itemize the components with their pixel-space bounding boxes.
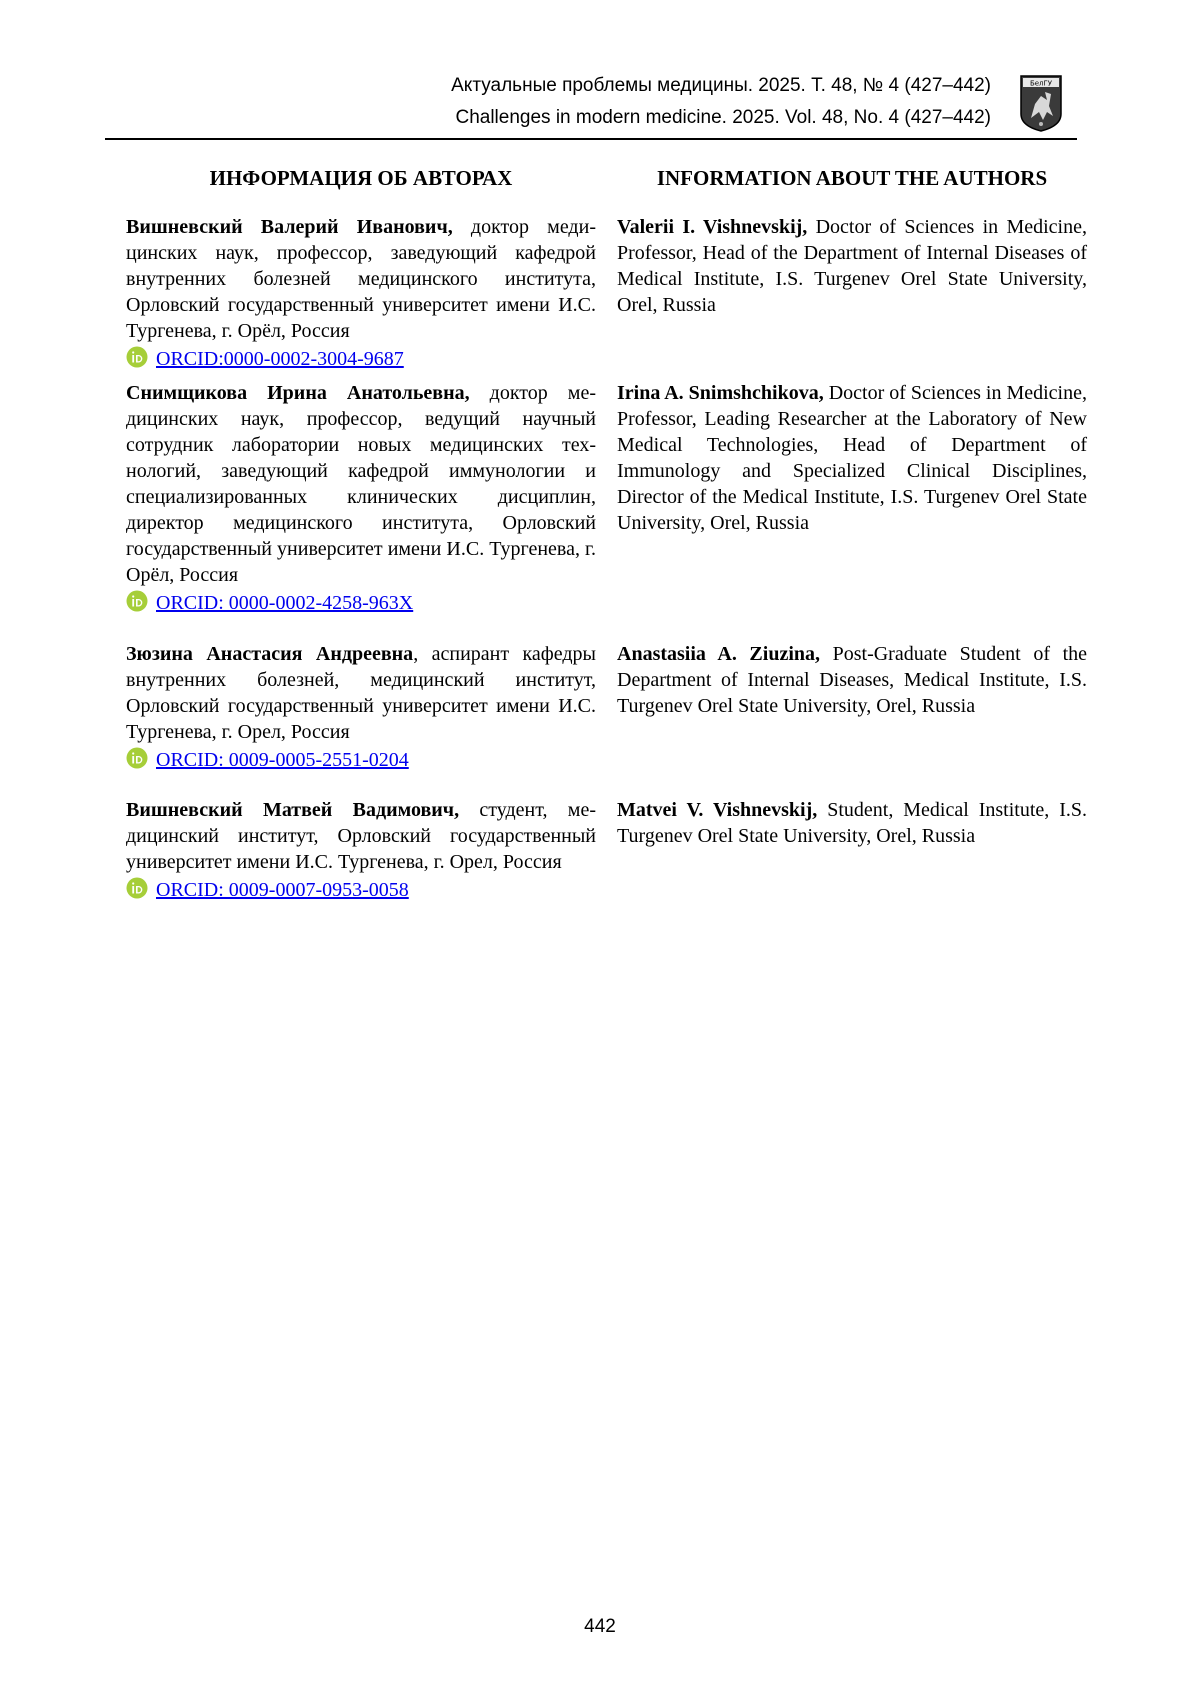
author-affiliation: , аспирант кафедры внутренних болезней, медицинский институт, Орловский государственный университет имени И.С. Тургенева, г. Орел, Россия (126, 643, 596, 743)
author-entry-en (617, 641, 1087, 719)
journal-citation-en: Challenges in modern medicine. 2025. Vol. 48, No. 4 (427–442) (455, 107, 991, 128)
author-affiliation: Student, Medical Institute, I.S. Turgenev Orel State University, Orel, Russia (617, 799, 1087, 847)
author-name: Снимщикова Ирина Анатольевна, (126, 382, 470, 404)
section-title-en: INFORMATION ABOUT THE AUTHORS (656, 166, 1048, 190)
orcid-link[interactable]: ORCID: 0009-0007-0953-0058 (156, 879, 409, 901)
author-affiliation: доктор медицинских наук, профессор, заведующий кафедрой внутренних болезней медицинского института, Орловский государственный университет имени И.С. Тургенева, г. Орёл, Россия (126, 216, 596, 342)
orcid-line (126, 745, 596, 775)
orcid-line (126, 875, 596, 905)
author-entry-ru (126, 641, 596, 775)
author-affiliation: студент, медицинский институт, Орловский государственный университет имени И.С. Тургенева, г. Орел, Россия (126, 799, 596, 873)
author-entry-ru (126, 214, 596, 374)
svg-text:БелГУ: БелГУ (1029, 79, 1053, 88)
orcid-link[interactable]: ORCID:0000-0002-3004-9687 (156, 348, 404, 370)
author-name: Вишневский Валерий Иванович, (126, 216, 453, 238)
orcid-icon (126, 747, 148, 769)
orcid-icon (126, 590, 148, 612)
authors-column-ru (126, 165, 596, 901)
authors-column-en (617, 165, 1088, 847)
orcid-icon (126, 346, 148, 368)
running-header (105, 66, 1077, 140)
section-title-ru: ИНФОРМАЦИЯ ОБ АВТОРАХ (209, 166, 513, 190)
journal-citation (451, 70, 991, 134)
journal-citation-ru: Актуальные проблемы медицины. 2025. Т. 48, № 4 (427–442) (451, 75, 991, 96)
author-name: Вишневский Матвей Вадимович, (126, 799, 460, 821)
page-number: 442 (584, 1616, 616, 1637)
author-name: Matvei V. Vishnevskij, (617, 799, 818, 821)
author-name: Irina A. Snimshchikova, (617, 382, 824, 404)
author-entry-en (617, 380, 1087, 536)
author-name: Valerii I. Vishnevskij, (617, 216, 808, 238)
author-entry-en (617, 214, 1087, 318)
orcid-link[interactable]: ORCID: 0000-0002-4258-963X (156, 592, 414, 614)
author-affiliation: Doctor of Sciences in Medicine, Professor, Head of the Department of Internal Diseases of Medical Institute, I.S. Turgenev Orel State University, Orel, Russia (617, 216, 1087, 316)
orcid-link[interactable]: ORCID: 0009-0005-2551-0204 (156, 749, 409, 771)
author-entry-en (617, 797, 1087, 849)
author-affiliation: доктор медицинских наук, профессор, ведущий научный сотрудник лаборатории новых медицинских технологий, заведующий кафедрой иммунологии и специализированных клинических дисциплин, директор медицинского института, Орловский государственный университет имени И.С. Тургенева, г. Орёл, Россия (126, 382, 596, 586)
author-affiliation: Post-Graduate Student of the Department of Internal Diseases, Medical Institute, I.S. Turgenev Orel State University, Orel, Russia (617, 643, 1088, 717)
author-name: Anastasiia A. Ziuzina, (617, 643, 821, 665)
university-crest-icon (1019, 74, 1063, 132)
author-entry-ru (126, 380, 596, 618)
author-entry-ru (126, 797, 596, 905)
author-affiliation: Doctor of Sciences in Medicine, Professor, Leading Researcher at the Laboratory of New Medical Technologies, Head of Department of Immunology and Specialized Clinical Disciplines, Director of the Medical Institute, I.S. Turgenev Orel State University, Orel, Russia (617, 382, 1087, 534)
author-name: Зюзина Анастасия Андреевна (126, 643, 414, 665)
orcid-line (126, 588, 596, 618)
orcid-line (126, 344, 596, 374)
orcid-icon (126, 877, 148, 899)
